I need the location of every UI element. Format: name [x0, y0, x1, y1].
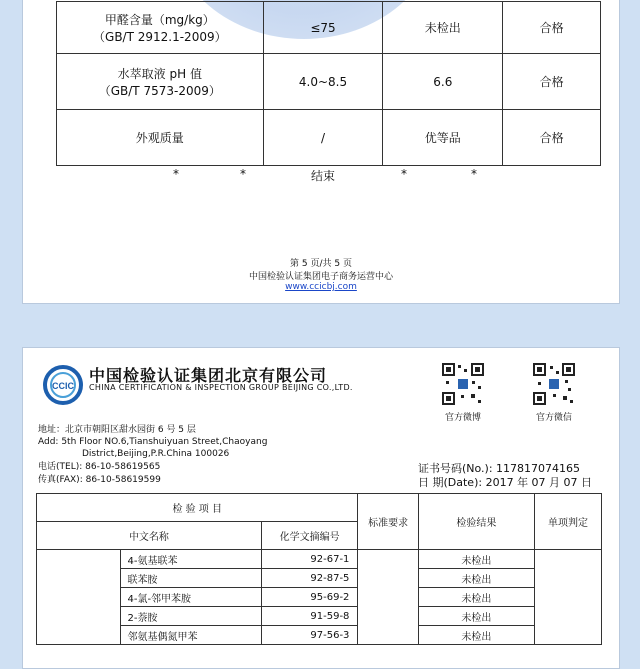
- address-cn: 地址：北京市朝阳区甜水园街 6 号 5 层: [38, 425, 196, 435]
- wechat-label: 官方微信: [535, 413, 572, 423]
- inspection-items-table: [36, 493, 602, 645]
- result-cell: 未检出: [383, 2, 503, 54]
- item-cell: 甲醛含量（mg/kg） （GB/T 2912.1-2009）: [57, 2, 264, 54]
- company-name-cn: 中国检验认证集团北京有限公司: [89, 366, 328, 385]
- table-row: 2-萘胺 91-59-8 未检出: [37, 607, 602, 626]
- table-row: 4-氯-邻甲苯胺 95-69-2 未检出: [37, 588, 602, 607]
- table-row: 邻氨基偶氮甲苯 97-56-3 未检出: [37, 626, 602, 645]
- address-en-line1: Add: 5th Floor NO.6,Tianshuiyuan Street,Chaoyang: [38, 437, 268, 447]
- certificate-number: 证书号码(No.): 117817074165: [418, 462, 581, 475]
- fax: 传真(FAX): 86-10-58619599: [38, 475, 161, 485]
- result-cell: 优等品: [383, 110, 503, 166]
- weibo-qr-code: [441, 362, 485, 406]
- table-header-row: [37, 494, 602, 522]
- end-marker: * * 结束 * *: [173, 167, 477, 183]
- standard-cell: ≤75: [263, 2, 383, 54]
- judgement-header: 单项判定: [535, 494, 602, 550]
- table-row: [57, 54, 601, 110]
- wechat-qr-code: [532, 362, 576, 406]
- company-name-en: CHINA CERTIFICATION & INSPECTION GROUP BEIJING CO.,LTD.: [89, 383, 353, 392]
- report-date: 日 期(Date): 2017 年 07 月 07 日: [418, 476, 593, 489]
- judgement-cell: 合格: [503, 2, 601, 54]
- cn-name-header: 中文名称: [37, 522, 262, 550]
- cas-header: 化学文摘编号: [261, 522, 358, 550]
- standard-header: 标准要求: [358, 494, 418, 550]
- table-row: [57, 110, 601, 166]
- judgement-cell: 合格: [503, 110, 601, 166]
- page-number: 第 5 页/共 5 页: [290, 259, 352, 269]
- report-page-5: [22, 0, 620, 304]
- website-link[interactable]: www.ccicbj.com: [285, 282, 357, 292]
- table-row: [57, 2, 601, 54]
- standard-cell: 4.0~8.5: [263, 54, 383, 110]
- svg-text:CCIC: CCIC: [52, 381, 74, 391]
- items-header: 检 验 项 目: [37, 494, 358, 522]
- judgement-cell: 合格: [503, 54, 601, 110]
- item-cell: 水萃取液 pH 值 （GB/T 7573-2009）: [57, 54, 264, 110]
- report-page: [22, 347, 620, 669]
- result-header: 检验结果: [418, 494, 534, 550]
- footer-org: 中国检验认证集团电子商务运营中心: [248, 272, 393, 282]
- result-cell: 6.6: [383, 54, 503, 110]
- standard-cell: /: [263, 110, 383, 166]
- ccic-logo: [43, 365, 83, 405]
- table-row: 4-氨基联苯 92-67-1 未检出: [37, 550, 602, 569]
- item-cell: 外观质量: [57, 110, 264, 166]
- weibo-label: 官方微博: [444, 413, 481, 423]
- test-results-table: [56, 1, 601, 166]
- address-en-line2: District,Beijing,P.R.China 100026: [82, 449, 230, 459]
- telephone: 电话(TEL): 86-10-58619565: [38, 462, 161, 472]
- table-row: 联苯胺 92-87-5 未检出: [37, 569, 602, 588]
